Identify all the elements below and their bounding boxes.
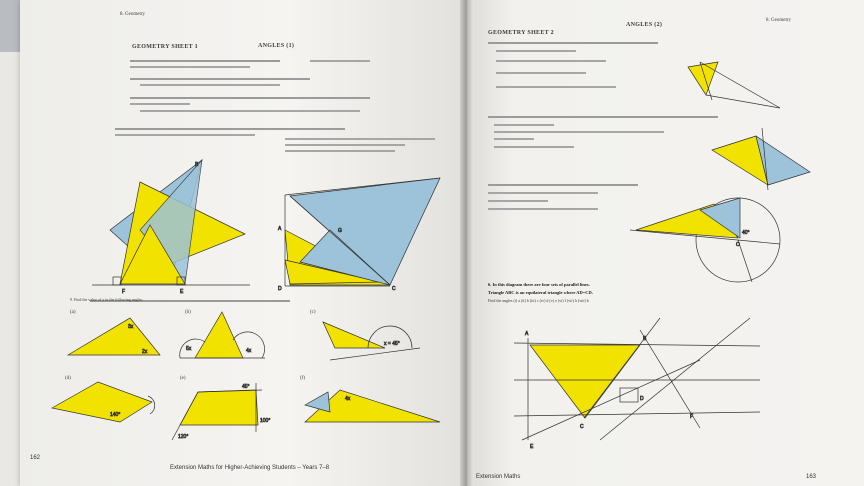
angle-label-e-right: 100° [260, 418, 271, 424]
right-footer-title: Extension Maths [476, 474, 521, 480]
left-footer-title: Extension Maths for Higher-Achieving Students – Years 7–8 [170, 465, 330, 471]
angle-label-f-top: 4x [345, 396, 351, 402]
angle-label-a-top: 3x [128, 324, 134, 330]
part-f-label: (f) [300, 376, 305, 381]
angle-label-e-top: 45° [242, 384, 250, 390]
point-label-q6-a: A [525, 331, 529, 337]
part-c-label: (c) [310, 310, 316, 315]
point-label-q6-b: B [643, 336, 647, 342]
point-label-o: O [736, 242, 740, 248]
diagram-part-b [180, 312, 265, 358]
point-label-g: G [338, 228, 342, 234]
point-label-c: C [392, 286, 396, 292]
right-running-head: 8. Geometry [766, 18, 791, 23]
right-sheet-subtitle: ANGLES (2) [626, 22, 663, 28]
diagram-part-c [323, 322, 420, 360]
point-label-e: E [180, 289, 184, 295]
point-label-q6-f: F [690, 414, 694, 420]
angle-label-a-right: 2x [142, 349, 148, 355]
diagram-right-circle [630, 198, 780, 282]
left-sheet-subtitle: ANGLES (1) [258, 43, 295, 49]
angle-label-d: 140° [110, 412, 121, 418]
part-e-label: (e) [180, 376, 186, 381]
point-label-f: F [122, 289, 126, 295]
left-sheet-title: GEOMETRY SHEET 1 [132, 44, 198, 50]
diagram-part-f [305, 390, 440, 422]
point-label-a: A [278, 226, 282, 232]
point-label-q6-d: D [640, 396, 644, 402]
diagram-right-q1 [688, 62, 780, 108]
diagram-part-a [68, 318, 160, 355]
point-label-q6-c: C [580, 424, 584, 430]
question-9-label: 9. Find the value of x in the following angles: [70, 297, 144, 302]
right-sheet-title: GEOMETRY SHEET 2 [488, 30, 554, 36]
diagram-right-q3 [712, 128, 810, 190]
point-label-q6-e: E [530, 444, 534, 450]
part-d-label: (d) [65, 376, 71, 381]
diagram-part-e [172, 383, 270, 440]
point-label-d: D [278, 286, 282, 292]
angle-label-b-left: 5x [186, 346, 192, 352]
point-label-b: B [195, 162, 199, 168]
right-page-number: 163 [806, 474, 817, 480]
circle-angle-label: 40° [742, 230, 750, 236]
part-a-label: (a) [70, 310, 76, 315]
diagram-overlapping-triangles [92, 160, 250, 295]
part-b-label: (b) [185, 310, 191, 315]
q6-text-line3: Find the angles (i) a (ii) b (iii) c (iv) d (v) e (vi) f (vii) h (viii) k [488, 298, 589, 303]
angle-label-c: x = 45° [384, 341, 400, 347]
angle-label-e-bottom: 120° [178, 434, 189, 440]
q6-text-line2: Triangle ABC is an equilateral triangle where AD=CD. [488, 290, 593, 295]
diagram-part-d [52, 382, 155, 422]
left-page-number: 162 [30, 455, 41, 461]
diagram-square-triangles [278, 178, 440, 292]
left-running-head: 8. Geometry [120, 12, 145, 17]
q6-text-line1: 6. In this diagram there are four sets of parallel lines. [488, 282, 590, 287]
diagram-right-parallel-lines [514, 318, 760, 450]
angle-label-b-right: 4x [246, 348, 252, 354]
